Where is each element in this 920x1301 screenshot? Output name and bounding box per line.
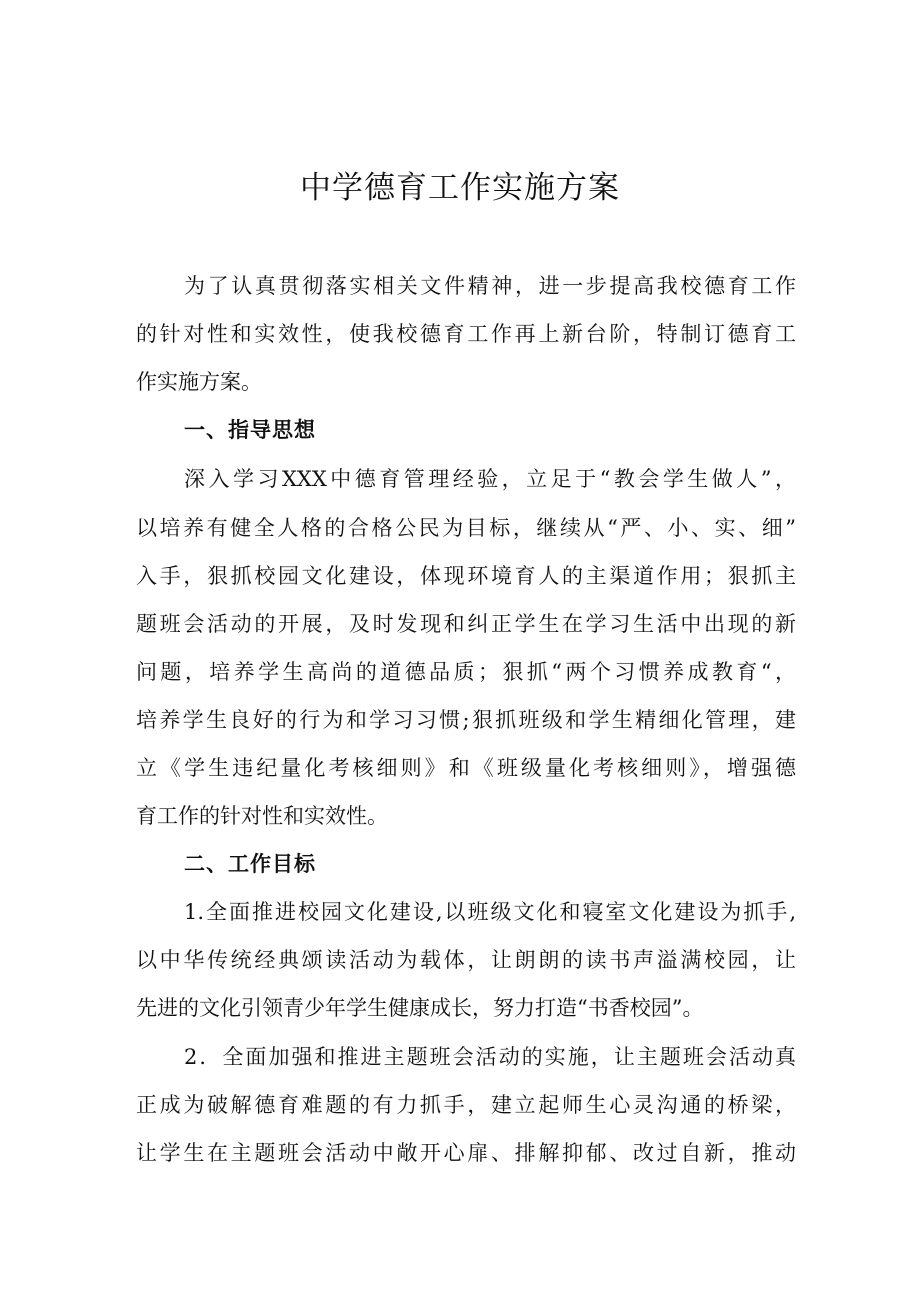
section1-line-2: 以培养有健全人格的合格公民为目标，继续从“严、小、实、细” — [136, 516, 796, 540]
section-heading-guiding-ideology: 一、指导思想 — [184, 418, 316, 442]
intro-line-1: 为了认真贯彻落实相关文件精神，进一步提高我校德育工作 — [184, 274, 796, 298]
section1-line-7: 立《学生违纪量化考核细则》和《班级量化考核细则》，增强德 — [136, 756, 796, 780]
section1-line-3: 入手，狠抓校园文化建设，体现环境育人的主渠道作用；狠抓主 — [136, 564, 796, 588]
document-title: 中学德育工作实施方案 — [300, 170, 620, 206]
section1-line-5: 问题，培养学生高尚的道德品质；狠抓“两个习惯养成教育“， — [136, 660, 796, 684]
intro-line-3: 作实施方案。 — [136, 370, 262, 394]
goal2-line-2: 正成为破解德育难题的有力抓手，建立起师生心灵沟通的桥梁， — [136, 1093, 796, 1117]
section1-line-6: 培养学生良好的行为和学习习惯;狠抓班级和学生精细化管理，建 — [136, 708, 796, 732]
goal2-line-3: 让学生在主题班会活动中敞开心扉、排解抑郁、改过自新，推动 — [136, 1141, 796, 1165]
goal1-line-1: 1.全面推进校园文化建设,以班级文化和寝室文化建设为抓手, — [184, 900, 796, 924]
section-heading-work-goals: 二、工作目标 — [184, 852, 316, 876]
intro-line-2: 的针对性和实效性，使我校德育工作再上新台阶，特制订德育工 — [136, 322, 796, 346]
goal2-line-1: 2．全面加强和推进主题班会活动的实施，让主题班会活动真 — [184, 1045, 796, 1069]
goal1-line-3: 先进的文化引领青少年学生健康成长，努力打造“书香校园”。 — [136, 996, 704, 1020]
section1-line-1: 深入学习XXX中德育管理经验，立足于“教会学生做人”， — [184, 467, 796, 491]
section1-line-4: 题班会活动的开展，及时发现和纠正学生在学习生活中出现的新 — [136, 612, 796, 636]
section1-line-8: 育工作的针对性和实效性。 — [136, 804, 388, 828]
goal1-line-2: 以中华传统经典颂读活动为载体，让朗朗的读书声溢满校园，让 — [136, 948, 796, 972]
